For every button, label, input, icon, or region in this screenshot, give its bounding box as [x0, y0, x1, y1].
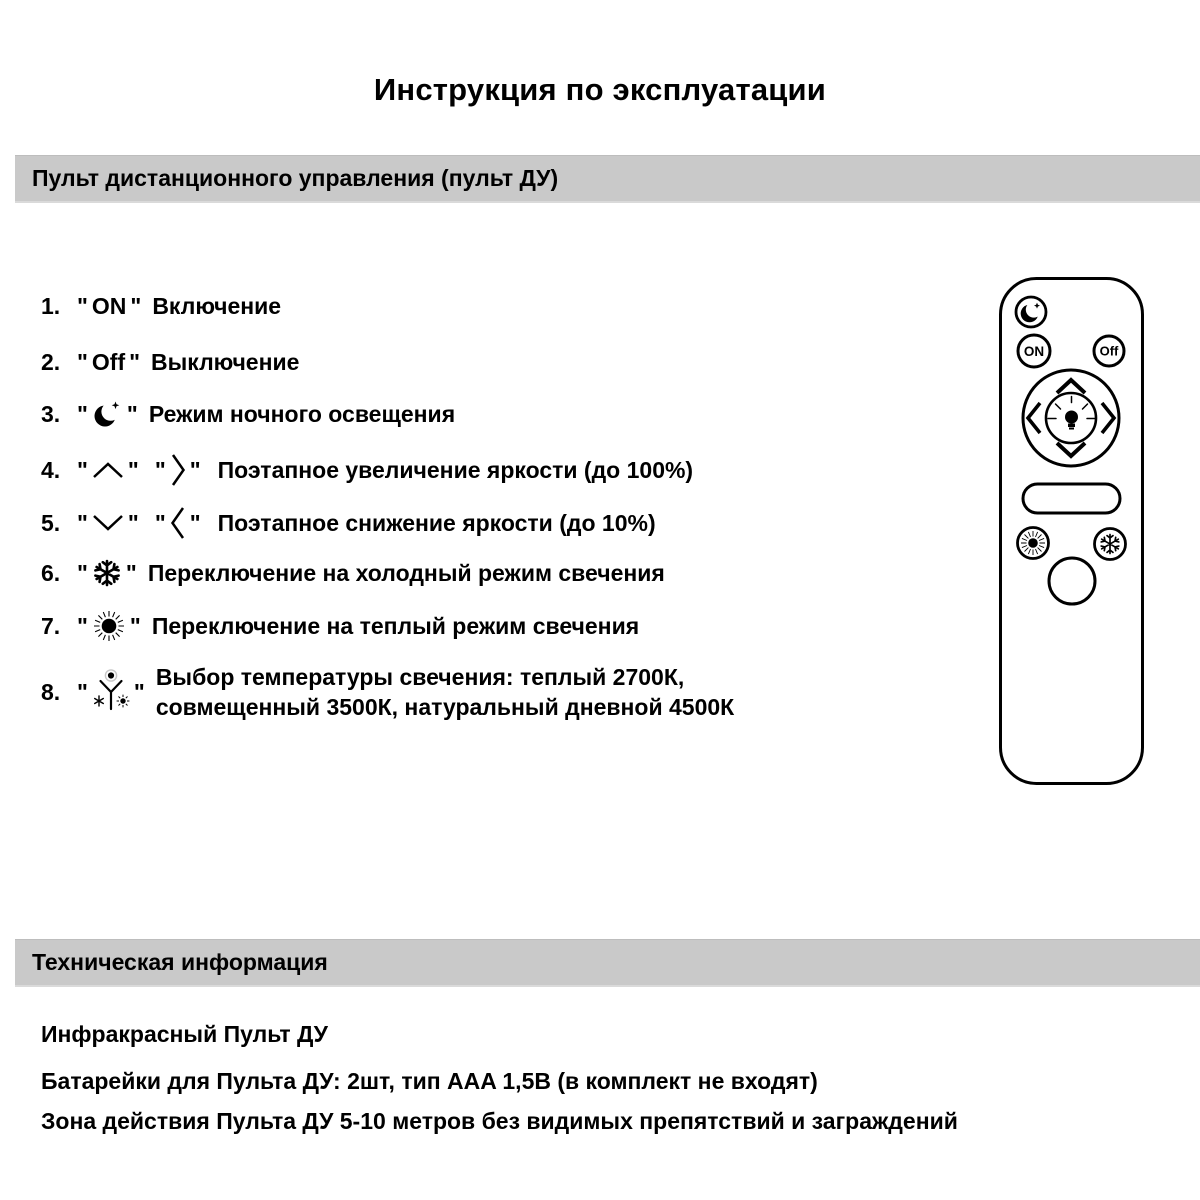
quote-mark: ": [189, 456, 201, 483]
warm-mode-button: [1018, 528, 1049, 559]
pill-button: [1023, 484, 1120, 513]
round-button: [1049, 558, 1095, 604]
tech-info-line: Инфракрасный Пульт ДУ: [41, 1021, 328, 1047]
quote-mark: ": [127, 456, 139, 483]
chevron-left-icon: [170, 506, 186, 540]
off-key-label: Off: [91, 348, 126, 375]
quote-mark: ": [127, 509, 139, 536]
list-item-8: [41, 662, 734, 722]
snowflake-icon: [92, 558, 122, 588]
list-item-5: [41, 508, 656, 538]
item-label: Переключение на холодный режим свечения: [147, 559, 665, 586]
list-item-4: [41, 455, 693, 485]
quote-mark: ": [129, 348, 141, 375]
list-item-7: [41, 611, 639, 641]
quote-mark: ": [77, 612, 88, 639]
item-label: Поэтапное снижение яркости (до 10%): [217, 509, 656, 536]
quote-mark: ": [77, 348, 88, 375]
chevron-right-icon: [170, 453, 186, 487]
list-item-3: [41, 399, 455, 429]
quote-mark: ": [77, 292, 88, 319]
cold-mode-button: [1095, 529, 1126, 560]
dpad: [1023, 370, 1119, 466]
quote-mark: ": [77, 456, 88, 483]
sun-icon: [1028, 538, 1038, 548]
on-key-label: ON: [91, 292, 127, 319]
off-button: [1094, 336, 1124, 366]
quote-mark: ": [77, 678, 88, 705]
list-item-6: [41, 558, 665, 588]
item-label: Режим ночного освещения: [148, 400, 456, 427]
quote-mark: ": [77, 509, 88, 536]
item-label: Включение: [152, 292, 282, 319]
item-number: 3.: [41, 400, 61, 427]
on-button: [1018, 335, 1050, 367]
item-label: Переключение на теплый режим свечения: [151, 612, 640, 639]
quote-mark: ": [125, 559, 137, 586]
section-header-remote-label: Пульт дистанционного управления (пульт ДУ): [32, 165, 559, 191]
item-label: Выключение: [151, 348, 300, 375]
remote-control-drawing: [999, 277, 1144, 785]
item-number: 4.: [41, 456, 61, 483]
sun-icon: [92, 609, 126, 643]
quote-mark: ": [129, 612, 141, 639]
item-number: 7.: [41, 612, 61, 639]
item-label: Поэтапное увеличение яркости (до 100%): [217, 456, 694, 483]
svg-text:Off: Off: [1099, 343, 1119, 359]
item-number: 1.: [41, 292, 61, 319]
item-label-line1: Выбор температуры свечения: теплый 2700К,: [155, 664, 685, 690]
item-number: 2.: [41, 348, 61, 375]
list-item-2: [41, 347, 299, 377]
section-header-remote: [15, 155, 1200, 203]
tech-info-line: Батарейки для Пульта ДУ: 2шт, тип AAA 1,5В (в комплект не входят): [41, 1068, 818, 1094]
item-label-line2: совмещенный 3500К, натуральный дневной 4500К: [155, 694, 735, 720]
quote-mark: ": [154, 456, 166, 483]
item-number: 5.: [41, 509, 61, 536]
tech-info-line: Зона действия Пульта ДУ 5-10 метров без видимых препятствий и заграждений: [41, 1108, 958, 1134]
section-header-tech: [15, 939, 1200, 987]
temp-select-icon: [92, 669, 130, 715]
item-label: [156, 662, 734, 722]
quote-mark: ": [130, 292, 142, 319]
quote-mark: ": [126, 400, 138, 427]
quote-mark: ": [189, 509, 201, 536]
page-title: Инструкция по эксплуатации: [373, 72, 827, 107]
chevron-up-icon: [92, 461, 124, 479]
svg-text:ON: ON: [1023, 344, 1045, 359]
quote-mark: ": [77, 400, 88, 427]
list-item-1: [41, 291, 281, 321]
quote-mark: ": [133, 678, 145, 705]
moon-icon: [92, 399, 123, 429]
night-mode-button: [1016, 297, 1046, 327]
chevron-down-icon: [92, 514, 124, 532]
quote-mark: ": [77, 559, 88, 586]
item-number: 8.: [41, 678, 61, 705]
item-number: 6.: [41, 559, 61, 586]
section-header-tech-label: Техническая информация: [32, 949, 328, 975]
quote-mark: ": [154, 509, 166, 536]
